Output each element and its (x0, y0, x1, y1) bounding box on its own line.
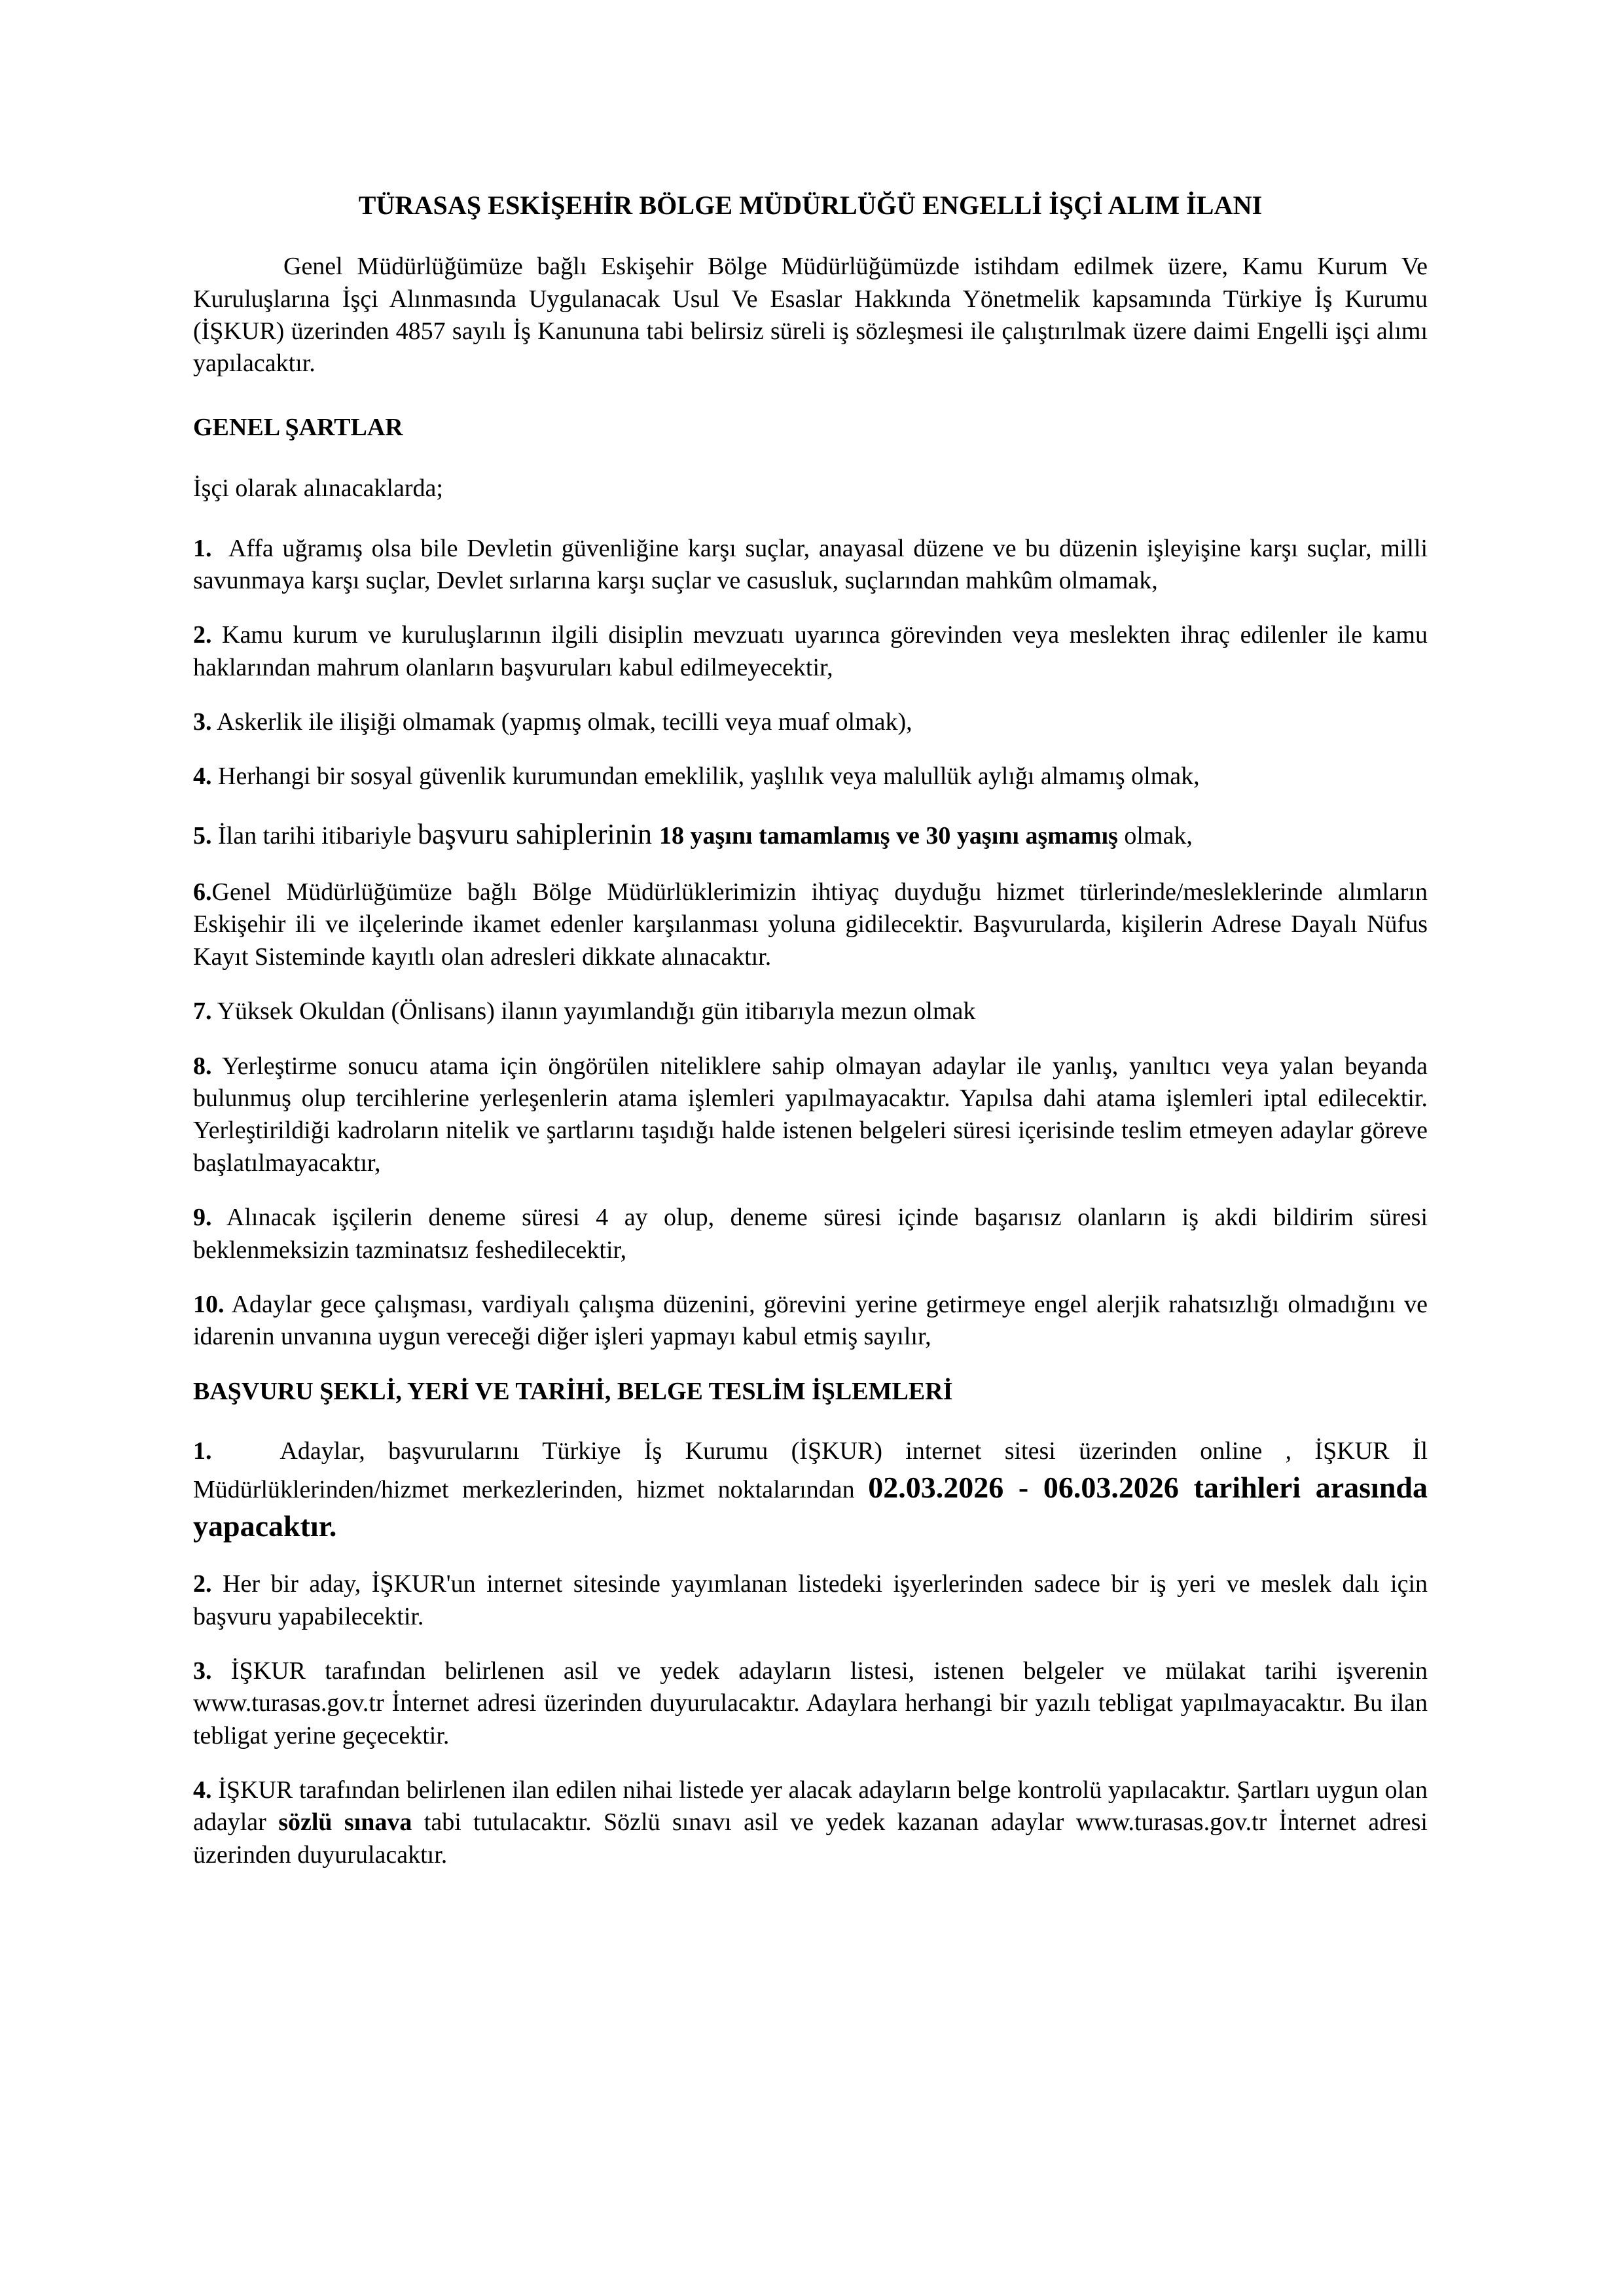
condition-text-9: Alınacak işçilerin deneme süresi 4 ay olup, deneme süresi içinde başarısız olanların iş akdi bildirim süresi beklenmeksizin tazminatsız feshedilecektir, (193, 1204, 1428, 1264)
application-text-2: Her bir aday, İŞKUR'un internet sitesinde yayımlanan listedeki işyerlerinden sadece bir iş yeri ve meslek dalı için başvuru yapabilecektir. (193, 1570, 1428, 1630)
condition-text-7: Yüksek Okuldan (Önlisans) ilanın yayımlandığı gün itibarıyla mezun olmak (217, 997, 976, 1026)
condition-item-5 (193, 816, 1428, 853)
section-heading-application: BAŞVURU ŞEKLİ, YERİ VE TARİHİ, BELGE TESLİM İŞLEMLERİ (193, 1377, 953, 1405)
application-number-4: 4. (193, 1776, 212, 1804)
application-item-1 (193, 1435, 1428, 1546)
application-dates: 02.03.2026 - 06.03.2026 tarihleri arasında yapacaktır. (193, 1470, 1428, 1543)
condition-number-7: 7. (193, 997, 212, 1026)
section-heading-general-conditions: GENEL ŞARTLAR (193, 413, 403, 441)
condition-number-2: 2. (193, 621, 212, 649)
page-title: TÜRASAŞ ESKİŞEHİR BÖLGE MÜDÜRLÜĞÜ ENGELLİ İŞÇİ ALIM İLANI (358, 190, 1263, 220)
condition-text-2: Kamu kurum ve kuruluşlarının ilgili disiplin mevzuatı uyarınca görevinden veya meslekten ihraç edilenler ile kamu haklarından mahrum olanların başvuruları kabul edilmeyecektir, (193, 621, 1428, 681)
condition-text-5-part2: olmak, (1124, 821, 1193, 850)
condition-item-8 (193, 1050, 1428, 1180)
condition-number-10: 10. (193, 1290, 225, 1318)
condition-text-4: Herhangi bir sosyal güvenlik kurumundan emeklilik, yaşlılık veya malullük aylığı almamış olmak, (218, 762, 1200, 791)
condition-number-9: 9. (193, 1204, 212, 1232)
application-item-2 (193, 1568, 1428, 1633)
application-item-3 (193, 1655, 1428, 1752)
condition-text-5-bold: 18 yaşını tamamlamış ve 30 yaşını aşmamış (659, 821, 1125, 850)
application-text-1: Adaylar, başvurularını Türkiye İş Kurumu (İŞKUR) internet sitesi üzerinden online , İŞKUR İl Müdürlüklerinden/hizmet merkezlerinden, hizmet noktalarından (193, 1437, 1428, 1503)
condition-number-6: 6. (193, 878, 212, 906)
condition-text-6: Genel Müdürlüğümüze bağlı Bölge Müdürlüklerimizin ihtiyaç duyduğu hizmet türlerinde/mesleklerinde alımların Eskişehir ili ve ilçelerinde ikamet edenler karşılanması yoluna gidilecektir. Başvurularda, kişilerin Adrese Dayalı Nüfus Kayıt Sisteminde kayıtlı olan adresleri dikkate alınacaktır. (193, 878, 1428, 971)
application-text-4-part2: tabi tutulacaktır. Sözlü sınavı asil ve yedek kazanan adaylar www.turasas.gov.tr İnternet adresi üzerinden duyurulacaktır. (193, 1808, 1428, 1869)
document-content (193, 190, 1428, 1871)
condition-item-3 (193, 706, 1428, 738)
condition-text-5-part1: İlan tarihi itibariyle (218, 821, 418, 850)
condition-item-6 (193, 876, 1428, 973)
condition-item-2 (193, 619, 1428, 684)
condition-item-1 (193, 533, 1428, 598)
application-number-3: 3. (193, 1657, 212, 1685)
application-number-2: 2. (193, 1570, 212, 1598)
condition-text-8: Yerleştirme sonucu atama için öngörülen niteliklere sahip olmayan adaylar ile yanlış, yanıltıcı veya yalan beyanda bulunmuş olup tercihlerine yerleşenlerin atama işlemleri yapılmayacaktır. Yapılsa dahi atama işlemleri iptal edilecektir. Yerleştirildiği kadroların nitelik ve şartlarını taşıdığı halde istenen belgeleri süresi içerisinde teslim etmeyen adaylar göreve başlatılmayacaktır, (193, 1052, 1428, 1177)
condition-number-5: 5. (193, 821, 212, 850)
application-text-4-bold: sözlü sınava (278, 1808, 412, 1837)
condition-number-1: 1. (193, 534, 212, 562)
general-conditions-lead: İşçi olarak alınacaklarda; (193, 475, 443, 503)
application-number-1: 1. (193, 1437, 212, 1465)
condition-item-10 (193, 1289, 1428, 1354)
condition-item-7 (193, 996, 1428, 1028)
condition-item-4 (193, 761, 1428, 793)
condition-text-10: Adaylar gece çalışması, vardiyalı çalışma düzenini, görevini yerine getirmeye engel alerjik rahatsızlığı olmadığını ve idarenin unvanına uygun vereceği diğer işleri yapmayı kabul etmiş sayılır, (193, 1290, 1428, 1351)
condition-number-3: 3. (193, 708, 212, 736)
condition-number-8: 8. (193, 1052, 212, 1080)
application-item-4 (193, 1774, 1428, 1871)
intro-paragraph: Genel Müdürlüğümüze bağlı Eskişehir Bölge Müdürlüğümüzde istihdam edilmek üzere, Kamu Kurum Ve Kuruluşlarına İşçi Alınmasında Uygulanacak Usul Ve Esaslar Hakkında Yönetmelik kapsamında Türkiye İş Kurumu (İŞKUR) üzerinden 4857 sayılı İş Kanununa tabi belirsiz süreli iş sözleşmesi ile çalıştırılmak üzere daimi Engelli işçi alımı yapılacaktır. (193, 253, 1428, 378)
condition-number-4: 4. (193, 762, 212, 791)
application-text-3: İŞKUR tarafından belirlenen asil ve yedek adayların listesi, istenen belgeler ve mülakat tarihi işverenin www.turasas.gov.tr İnternet adresi üzerinden duyurulacaktır. Adaylara herhangi bir yazılı tebligat yapılmayacaktır. Bu ilan tebligat yerine geçecektir. (193, 1657, 1428, 1749)
condition-text-5-emphasis: başvuru sahiplerinin (417, 817, 659, 850)
condition-text-1: Affa uğramış olsa bile Devletin güvenliğine karşı suçlar, anayasal düzene ve bu düzenin işleyişine karşı suçlar, milli savunmaya karşı suçlar, Devlet sırlarına karşı suçlar ve casusluk, suçlarından mahkûm olmamak, (193, 534, 1428, 594)
application-text-4-part1: İŞKUR tarafından belirlenen ilan edilen nihai listede yer alacak adayların belge kontrolü yapılacaktır. Şartları uygun olan adaylar (193, 1776, 1428, 1837)
condition-item-9 (193, 1202, 1428, 1266)
condition-text-3: Askerlik ile ilişiği olmamak (yapmış olmak, tecilli veya muaf olmak), (216, 708, 912, 736)
